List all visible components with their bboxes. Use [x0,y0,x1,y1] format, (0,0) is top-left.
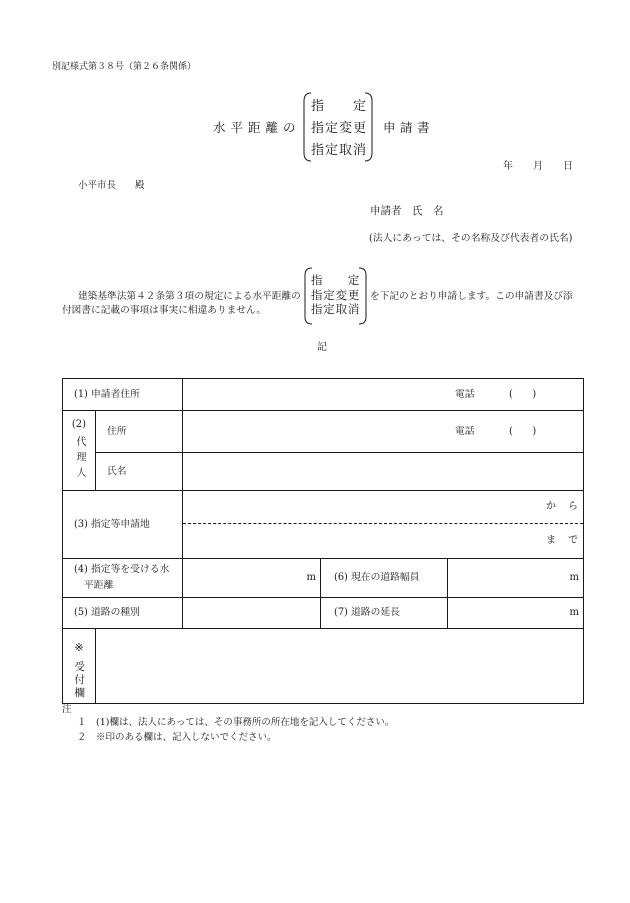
agent-name-value-cell [183,453,583,491]
note-number: ２ [77,732,87,743]
agent-group-cell [63,411,96,491]
horizontal-distance-label-line2: 平距離 [84,580,114,591]
agent-phone-parens: ( ) [509,425,537,437]
applicant-name-label: 申請者 氏 名 [370,205,444,217]
site-label: (3) 指定等申請地 [74,518,150,530]
title-prefix: 水平距離の [213,120,301,135]
notes-heading: 注 [62,704,72,715]
site-from-label: から [546,501,590,512]
reception-value-cell [96,629,583,703]
note-text: ※印のある欄は、記入しないでください。 [96,732,277,743]
applicant-phone-label: 電話 [455,388,475,400]
applicant-address-value-cell [183,379,583,411]
road-length-unit: m [569,607,579,618]
reception-mark: ※ [74,641,84,654]
applicant-address-label-cell [63,379,183,411]
title-option-change: 指定変更 [311,121,368,136]
road-type-value-cell [183,598,321,629]
road-length-label: (7) 道路の延長 [334,607,400,619]
agent-address-label: 住所 [107,425,127,437]
road-type-label: (5) 道路の種別 [74,607,140,619]
statement-after: を下記のとおり申請します。この申請書及び添 [370,291,573,302]
note-number: １ [77,717,87,728]
horizontal-distance-label-line1: (4) 指定等を受ける水 [74,564,170,575]
current-road-width-label: (6) 現在の道路幅員 [334,572,420,584]
application-table [62,378,590,704]
horizontal-distance-unit: m [306,572,316,583]
current-road-width-value-cell [448,559,583,598]
horizontal-distance-label-cell [63,559,183,598]
addressee: 小平市長 殿 [78,180,145,191]
statement-option-designation: 指 定 [311,273,361,287]
agent-name-label-cell [96,453,183,491]
date-month: 月 [533,161,543,172]
agent-phone-label: 電話 [455,425,475,437]
date-day: 日 [563,161,573,172]
title-suffix: 申請書 [383,120,435,135]
statement-continuation: 付図書に記載の事項は事実に相違ありません。 [62,305,267,316]
applicant-name-note: (法人にあっては、その名称及び代表者の氏名) [369,233,573,244]
reception-label-cell [63,629,96,703]
statement-option-change: 指定変更 [311,288,361,302]
note-text: (1)欄は、法人にあっては、その事務所の所在地を記入してください。 [96,717,395,728]
statement-option-cancel: 指定取消 [311,302,361,316]
agent-name-label: 氏名 [107,465,127,477]
agent-address-value-cell [183,411,583,453]
site-label-cell [63,491,183,559]
site-to-cell [183,524,590,559]
road-type-label-cell [63,598,183,629]
agent-address-label-cell [96,411,183,453]
site-to-label: まで [546,535,590,546]
agent-number: (2) [71,419,87,430]
horizontal-distance-value-cell [183,559,321,598]
reception-label: 受付欄 [73,661,86,700]
agent-label: 代理人 [74,436,85,483]
current-road-width-unit: m [569,572,579,583]
title-option-designation: 指 定 [311,99,368,114]
road-length-value-cell [448,598,583,629]
applicant-address-label: (1) 申請者住所 [74,388,140,400]
applicant-phone-parens: ( ) [509,388,537,400]
current-road-width-label-cell [321,559,448,598]
date-year: 年 [503,161,513,172]
title-option-cancel: 指定取消 [311,143,368,158]
statement-before: 建築基準法第４２条第３項の規定による水平距離の [78,291,301,302]
ki-heading: 記 [317,342,327,353]
form-number: 別記様式第３８号（第２６条関係） [52,62,197,72]
site-from-cell [183,491,590,524]
road-length-label-cell [321,598,448,629]
